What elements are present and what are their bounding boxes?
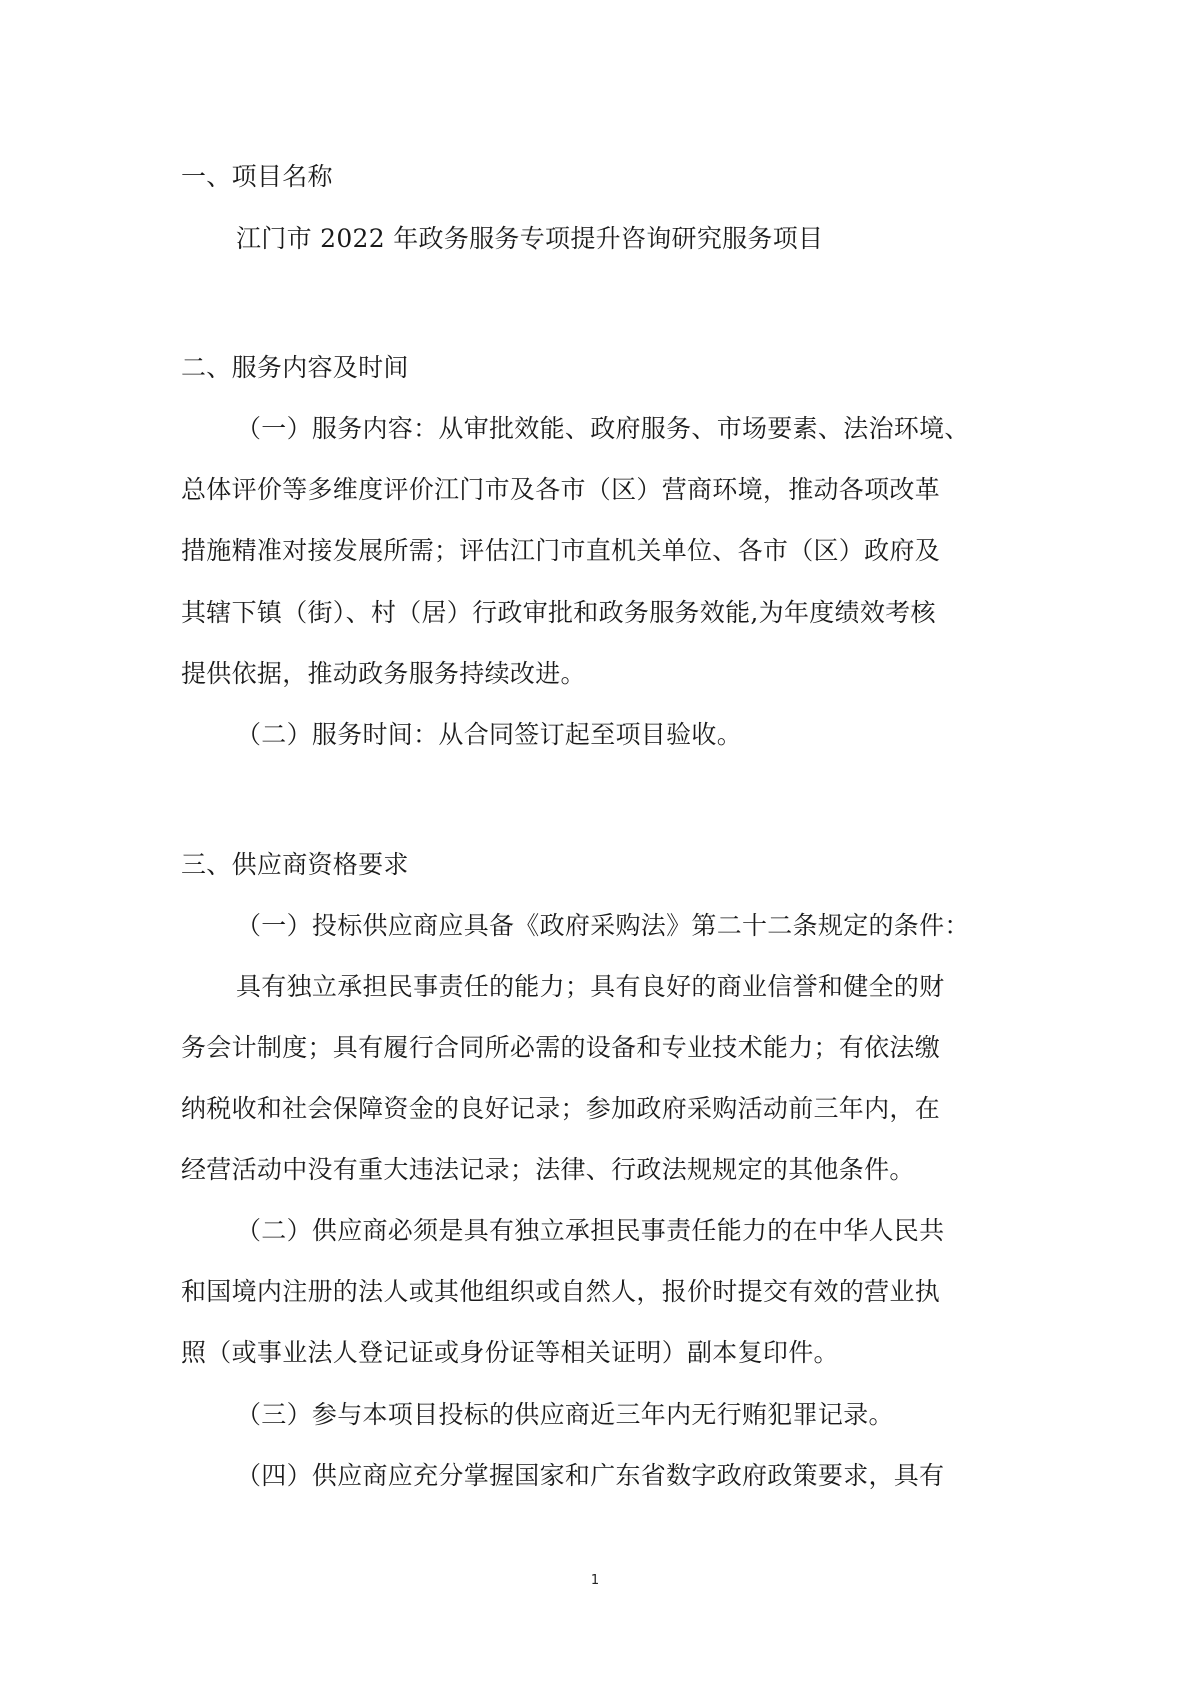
requirement-line: 务会计制度；具有履行合同所必需的设备和专业技术能力；有依法缴: [181, 1033, 941, 1062]
requirement-line: 纳税收和社会保障资金的良好记录；参加政府采购活动前三年内，在: [181, 1094, 941, 1123]
service-content-line: （一）服务内容：从审批效能、政府服务、市场要素、法治环境、: [236, 414, 970, 443]
service-content-line: 其辖下镇（街）、村（居）行政审批和政务服务效能,为年度绩效考核: [181, 598, 936, 627]
section2-heading: 二、服务内容及时间: [181, 353, 409, 382]
service-content-line: 总体评价等多维度评价江门市及各市（区）营商环境，推动各项改革: [181, 475, 941, 504]
requirement-line: 照（或事业法人登记证或身份证等相关证明）副本复印件。: [181, 1338, 839, 1367]
requirement-line: （一）投标供应商应具备《政府采购法》第二十二条规定的条件：: [236, 911, 970, 940]
requirement-line: （二）供应商必须是具有独立承担民事责任能力的在中华人民共: [236, 1216, 945, 1245]
service-time-line: （二）服务时间：从合同签订起至项目验收。: [236, 720, 743, 749]
service-content-line: 提供依据，推动政务服务持续改进。: [181, 659, 586, 688]
section1-heading: 一、项目名称: [181, 162, 333, 191]
page-number: 1: [590, 1573, 600, 1588]
requirement-line: （四）供应商应充分掌握国家和广东省数字政府政策要求，具有: [236, 1461, 945, 1490]
requirement-line: （三）参与本项目投标的供应商近三年内无行贿犯罪记录。: [236, 1400, 894, 1429]
service-content-line: 措施精准对接发展所需；评估江门市直机关单位、各市（区）政府及: [181, 536, 941, 565]
requirement-line: 经营活动中没有重大违法记录；法律、行政法规规定的其他条件。: [181, 1155, 915, 1184]
project-name: 江门市 2022 年政务服务专项提升咨询研究服务项目: [236, 224, 824, 253]
section3-heading: 三、供应商资格要求: [181, 850, 409, 879]
requirement-line: 和国境内注册的法人或其他组织或自然人，报价时提交有效的营业执: [181, 1277, 941, 1306]
requirement-line: 具有独立承担民事责任的能力；具有良好的商业信誉和健全的财: [236, 972, 945, 1001]
